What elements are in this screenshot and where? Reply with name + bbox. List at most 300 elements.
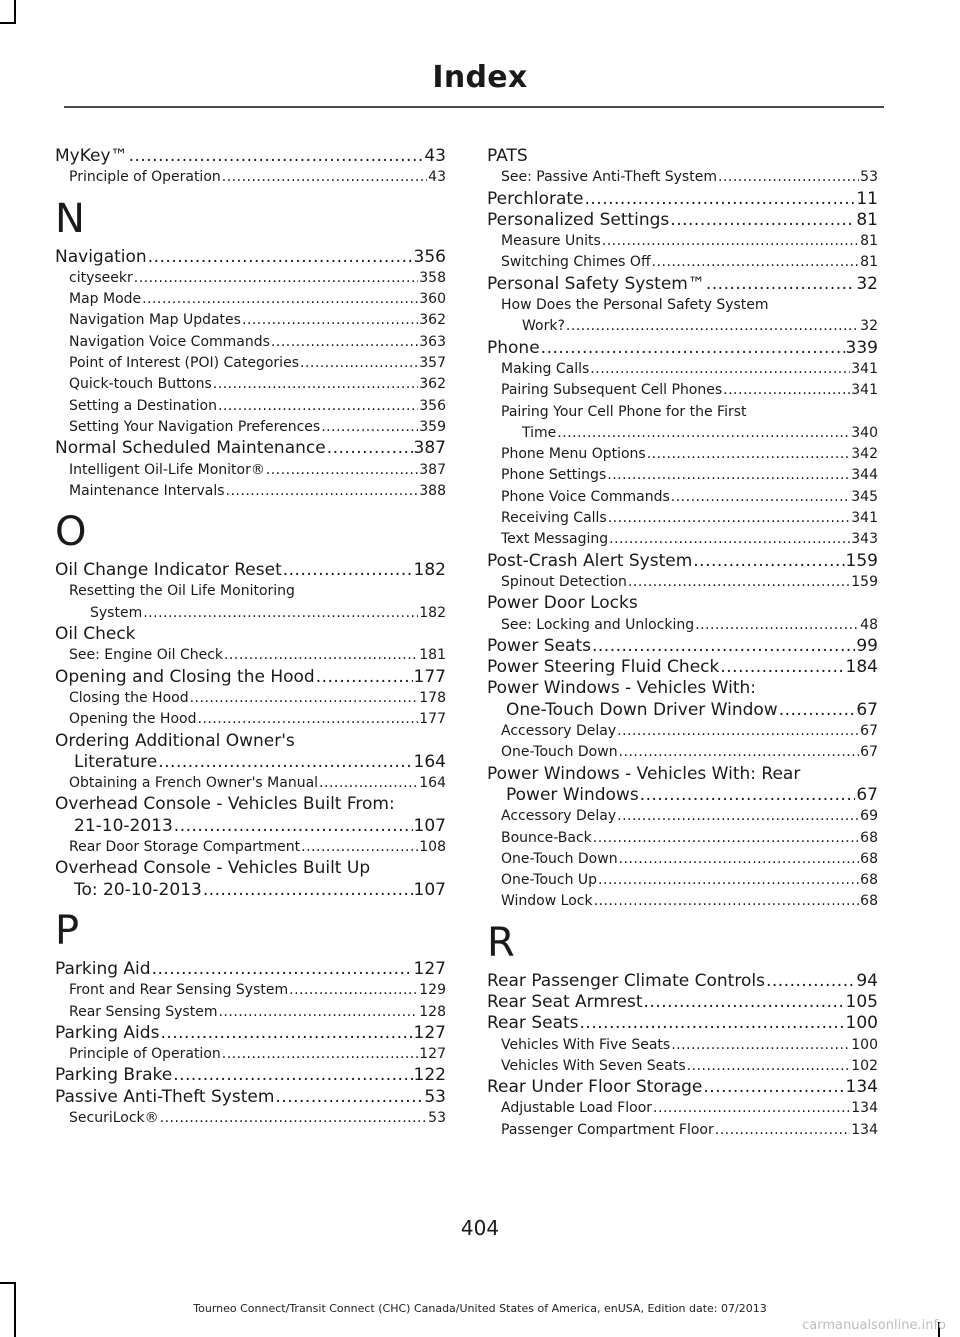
entry-term: Window Lock	[501, 893, 593, 910]
entry-page-number: 341	[851, 382, 878, 399]
entry-term: Opening the Hood	[69, 711, 197, 728]
entry-term: Pairing Subsequent Cell Phones	[501, 382, 723, 399]
index-subentry: How Does the Personal Safety System	[501, 297, 769, 314]
entry-page-number: 387	[413, 438, 446, 459]
index-subentry	[487, 891, 878, 912]
entry-page-number: 108	[419, 839, 446, 856]
index-entry: Power Windows - Vehicles With:	[487, 678, 757, 699]
entry-page-number: 32	[856, 273, 878, 294]
dot-leader	[321, 417, 418, 438]
index-subentry	[487, 828, 878, 849]
entry-page-number: 53	[428, 1109, 446, 1126]
dot-leader	[222, 167, 427, 188]
index-entry	[55, 880, 446, 901]
dot-leader	[608, 508, 851, 529]
index-subentry	[55, 310, 446, 331]
index-entry	[55, 667, 446, 688]
entry-term: Maintenance Intervals	[69, 482, 225, 499]
dot-leader	[653, 1098, 850, 1119]
index-entry	[487, 992, 878, 1013]
index-entry	[487, 1077, 878, 1098]
entry-page-number: 359	[419, 418, 446, 435]
entry-term: Rear Seats	[487, 1013, 579, 1034]
entry-page-number: 127	[413, 958, 446, 979]
entry-term: Map Mode	[69, 291, 142, 308]
dot-leader	[703, 1077, 844, 1098]
index-entry	[487, 971, 878, 992]
dot-leader	[598, 870, 859, 891]
entry-term: Navigation	[55, 246, 147, 267]
entry-term: Text Messaging	[501, 531, 609, 548]
dot-leader	[671, 487, 850, 508]
entry-page-number: 100	[845, 1013, 878, 1034]
section-letter: R	[487, 919, 515, 966]
dot-leader	[174, 816, 413, 837]
crop-mark-top-left-v	[14, 0, 16, 24]
entry-term: Perchlorate	[487, 188, 584, 209]
index-subentry: Resetting the Oil Life Monitoring	[69, 583, 295, 600]
dot-leader	[134, 268, 419, 289]
index-subentry	[55, 289, 446, 310]
dot-leader	[129, 146, 424, 167]
index-entry: PATS	[487, 146, 528, 166]
entry-term: One-Touch Up	[501, 872, 598, 889]
entry-term: Time	[522, 424, 557, 441]
dot-leader	[271, 332, 418, 353]
dot-leader	[619, 742, 860, 763]
dot-leader	[327, 438, 413, 459]
entry-term: Post-Crash Alert System	[487, 550, 693, 571]
entry-term: Work?	[522, 318, 565, 335]
entry-term: Switching Chimes Off	[501, 254, 651, 271]
entry-term: Power Seats	[487, 635, 591, 656]
entry-page-number: 358	[419, 269, 446, 286]
index-entry: Ordering Additional Owner's	[55, 730, 295, 751]
entry-term: Point of Interest (POI) Categories	[69, 355, 299, 372]
entry-term: Rear Passenger Climate Controls	[487, 970, 765, 991]
dot-leader	[723, 380, 850, 401]
entry-term: Power Windows	[506, 784, 639, 805]
entry-term: Oil Change Indicator Reset	[55, 560, 282, 581]
index-subentry	[487, 423, 878, 444]
index-subentry	[55, 481, 446, 502]
footer-edition: Tourneo Connect/Transit Connect (CHC) Canada/United States of America, enUSA, Edition date: 07/2013	[193, 1302, 767, 1315]
dot-leader	[695, 615, 859, 636]
dot-leader	[218, 396, 418, 417]
dot-leader	[766, 971, 855, 992]
entry-page-number: 107	[413, 815, 446, 836]
dot-leader	[143, 603, 418, 624]
dot-leader	[647, 444, 851, 465]
dot-leader	[289, 980, 418, 1001]
entry-term: Phone Menu Options	[501, 446, 646, 463]
entry-page-number: 164	[413, 751, 446, 772]
dot-leader	[242, 310, 418, 331]
entry-page-number: 127	[419, 1046, 446, 1063]
entry-page-number: 129	[419, 982, 446, 999]
index-subentry	[55, 1108, 446, 1129]
entry-term: Obtaining a French Owner's Manual	[69, 775, 319, 792]
dot-leader	[715, 1120, 851, 1141]
entry-term: Quick-touch Buttons	[69, 376, 212, 393]
index-entry	[487, 1013, 878, 1034]
entry-term: Bounce-Back	[501, 829, 592, 846]
index-entry: Overhead Console - Vehicles Built From:	[55, 794, 395, 815]
entry-term: Closing the Hood	[69, 689, 189, 706]
dot-leader	[197, 709, 418, 730]
index-subentry	[487, 316, 878, 337]
entry-term: Rear Door Storage Compartment	[69, 839, 301, 856]
entry-page-number: 159	[845, 550, 878, 571]
entry-page-number: 159	[851, 573, 878, 590]
index-column-left	[55, 146, 446, 1129]
index-subentry	[55, 396, 446, 417]
entry-page-number: 67	[856, 699, 878, 720]
dot-leader	[160, 1023, 412, 1044]
dot-leader	[580, 1013, 845, 1034]
header-rule	[64, 106, 884, 108]
entry-term: Spinout Detection	[501, 573, 627, 590]
dot-leader	[585, 189, 856, 210]
dot-leader	[142, 289, 418, 310]
entry-term: Receiving Calls	[501, 510, 607, 527]
entry-term: One-Touch Down	[501, 744, 618, 761]
index-subentry	[55, 980, 446, 1001]
index-subentry	[55, 603, 446, 624]
entry-page-number: 362	[419, 312, 446, 329]
entry-page-number: 53	[860, 169, 878, 186]
index-subentry	[487, 252, 878, 273]
index-entry: Power Door Locks	[487, 593, 638, 614]
crop-mark-top-left-h	[0, 22, 16, 24]
index-subentry	[487, 742, 878, 763]
entry-term: Personalized Settings	[487, 209, 670, 230]
entry-term: See: Engine Oil Check	[69, 647, 224, 664]
entry-page-number: 69	[860, 808, 878, 825]
entry-term: Rear Seat Armrest	[487, 991, 643, 1012]
entry-page-number: 67	[860, 723, 878, 740]
index-subentry	[55, 1044, 446, 1065]
index-subentry	[487, 1056, 878, 1077]
entry-page-number: 99	[856, 635, 878, 656]
dot-leader	[152, 959, 413, 980]
entry-page-number: 102	[851, 1057, 878, 1074]
index-subentry	[55, 645, 446, 666]
dot-leader	[316, 667, 413, 688]
entry-term: Navigation Voice Commands	[69, 333, 270, 350]
index-subentry	[487, 572, 878, 593]
entry-page-number: 388	[419, 482, 446, 499]
index-subentry	[487, 1098, 878, 1119]
dot-leader	[617, 806, 859, 827]
entry-term: Principle of Operation	[69, 1046, 221, 1063]
entry-term: Parking Aid	[55, 958, 151, 979]
entry-page-number: 177	[419, 711, 446, 728]
dot-leader	[609, 529, 850, 550]
entry-page-number: 356	[419, 397, 446, 414]
index-subentry	[487, 849, 878, 870]
dot-leader	[718, 167, 859, 188]
entry-page-number: 182	[413, 560, 446, 581]
index-subentry	[55, 773, 446, 794]
index-entry	[487, 189, 878, 210]
entry-term: To: 20-10-2013	[74, 879, 202, 900]
index-subentry	[55, 268, 446, 289]
index-entry: Power Windows - Vehicles With: Rear	[487, 763, 801, 784]
entry-term: SecuriLock®	[69, 1109, 159, 1126]
entry-page-number: 68	[860, 829, 878, 846]
entry-page-number: 357	[419, 355, 446, 372]
entry-page-number: 43	[428, 169, 446, 186]
dot-leader	[222, 1044, 419, 1065]
entry-page-number: 134	[851, 1121, 878, 1138]
index-subentry	[55, 460, 446, 481]
dot-leader	[300, 353, 418, 374]
dot-leader	[693, 551, 844, 572]
entry-page-number: 128	[419, 1003, 446, 1020]
index-entry	[487, 700, 878, 721]
dot-leader	[640, 785, 856, 806]
entry-page-number: 11	[856, 188, 878, 209]
entry-page-number: 48	[860, 616, 878, 633]
crop-mark-bottom-left-h	[0, 1282, 16, 1284]
entry-page-number: 182	[419, 604, 446, 621]
index-subentry	[487, 1120, 878, 1141]
index-entry	[487, 657, 878, 678]
entry-page-number: 344	[851, 467, 878, 484]
section-letter: N	[55, 195, 85, 242]
dot-leader	[203, 880, 413, 901]
entry-page-number: 94	[856, 970, 878, 991]
index-entry	[55, 816, 446, 837]
entry-term: Intelligent Oil-Life Monitor®	[69, 461, 265, 478]
entry-term: Literature	[74, 751, 158, 772]
entry-page-number: 360	[419, 291, 446, 308]
entry-page-number: 340	[851, 424, 878, 441]
entry-term: Navigation Map Updates	[69, 312, 241, 329]
dot-leader	[619, 849, 860, 870]
index-subentry	[487, 615, 878, 636]
entry-page-number: 81	[860, 254, 878, 271]
entry-term: Opening and Closing the Hood	[55, 666, 315, 687]
index-subentry	[487, 508, 878, 529]
watermark: carmanualsonline.info	[802, 1318, 946, 1333]
entry-term: Front and Rear Sensing System	[69, 982, 289, 999]
entry-term: Adjustable Load Floor	[501, 1100, 653, 1117]
dot-leader	[301, 837, 418, 858]
entry-page-number: 100	[851, 1036, 878, 1053]
dot-leader	[628, 572, 850, 593]
entry-term: Accessory Delay	[501, 808, 617, 825]
dot-leader	[592, 636, 855, 657]
dot-leader	[602, 231, 859, 252]
entry-term: Power Steering Fluid Check	[487, 657, 720, 678]
entry-page-number: 181	[419, 647, 446, 664]
index-subentry	[55, 709, 446, 730]
index-subentry	[487, 529, 878, 550]
index-subentry	[55, 374, 446, 395]
dot-leader	[652, 252, 860, 273]
entry-page-number: 67	[856, 784, 878, 805]
entry-page-number: 341	[851, 510, 878, 527]
dot-leader	[213, 374, 418, 395]
index-entry	[487, 210, 878, 231]
index-subentry	[487, 870, 878, 891]
entry-page-number: 68	[860, 872, 878, 889]
entry-page-number: 68	[860, 893, 878, 910]
index-column-right	[487, 146, 878, 1141]
entry-page-number: 363	[419, 333, 446, 350]
page-title: Index	[432, 60, 528, 95]
entry-term: Normal Scheduled Maintenance	[55, 438, 326, 459]
index-entry	[487, 274, 878, 295]
entry-page-number: 362	[419, 376, 446, 393]
dot-leader	[557, 423, 850, 444]
index-subentry	[487, 231, 878, 252]
dot-leader	[644, 992, 845, 1013]
entry-page-number: 32	[860, 318, 878, 335]
entry-term: Rear Under Floor Storage	[487, 1077, 703, 1098]
dot-leader	[720, 657, 844, 678]
entry-term: Parking Aids	[55, 1022, 160, 1043]
dot-leader	[173, 1065, 412, 1086]
entry-term: cityseekr	[69, 269, 133, 286]
index-entry	[55, 1087, 446, 1108]
dot-leader	[687, 1056, 851, 1077]
index-subentry	[487, 380, 878, 401]
index-subentry	[487, 721, 878, 742]
index-subentry	[487, 444, 878, 465]
entry-term: Setting Your Navigation Preferences	[69, 418, 321, 435]
index-entry	[55, 752, 446, 773]
entry-page-number: 68	[860, 850, 878, 867]
entry-page-number: 105	[845, 991, 878, 1012]
index-subentry	[55, 1002, 446, 1023]
index-subentry	[55, 332, 446, 353]
entry-page-number: 356	[413, 246, 446, 267]
index-subentry	[55, 688, 446, 709]
index-subentry	[487, 465, 878, 486]
entry-term: Personal Safety System™	[487, 273, 705, 294]
section-letter: O	[55, 509, 87, 556]
dot-leader	[607, 465, 850, 486]
entry-page-number: 342	[851, 446, 878, 463]
entry-page-number: 164	[419, 775, 446, 792]
entry-page-number: 43	[424, 146, 446, 166]
entry-page-number: 81	[856, 209, 878, 230]
index-subentry	[55, 353, 446, 374]
index-entry	[487, 551, 878, 572]
entry-page-number: 107	[413, 879, 446, 900]
entry-term: 21-10-2013	[74, 815, 173, 836]
entry-term: Passive Anti-Theft System	[55, 1086, 275, 1107]
dot-leader	[590, 359, 850, 380]
entry-page-number: 134	[851, 1100, 878, 1117]
index-entry	[55, 959, 446, 980]
dot-leader	[779, 700, 856, 721]
section-letter: P	[55, 907, 80, 954]
entry-term: Setting a Destination	[69, 397, 217, 414]
page-number: 404	[460, 1216, 500, 1240]
index-subentry	[487, 359, 878, 380]
entry-page-number: 67	[860, 744, 878, 761]
entry-term: MyKey™	[55, 146, 128, 166]
index-entry	[55, 146, 446, 167]
dot-leader	[218, 1002, 418, 1023]
dot-leader	[160, 1108, 428, 1129]
dot-leader	[594, 891, 860, 912]
entry-term: Accessory Delay	[501, 723, 617, 740]
entry-term: Phone Settings	[501, 467, 607, 484]
entry-term: Principle of Operation	[69, 169, 221, 186]
entry-page-number: 184	[845, 657, 878, 678]
index-subentry	[55, 837, 446, 858]
entry-term: Making Calls	[501, 360, 590, 377]
entry-page-number: 178	[419, 689, 446, 706]
dot-leader	[266, 460, 418, 481]
dot-leader	[593, 828, 859, 849]
entry-term: Measure Units	[501, 233, 601, 250]
index-entry	[55, 247, 446, 268]
dot-leader	[275, 1087, 423, 1108]
entry-page-number: 177	[413, 666, 446, 687]
index-subentry	[55, 417, 446, 438]
dot-leader	[541, 338, 845, 359]
entry-term: See: Locking and Unlocking	[501, 616, 695, 633]
entry-page-number: 122	[413, 1065, 446, 1086]
entry-term: Vehicles With Five Seats	[501, 1036, 671, 1053]
entry-page-number: 81	[860, 233, 878, 250]
entry-term: One-Touch Down Driver Window	[506, 699, 778, 720]
entry-page-number: 387	[419, 461, 446, 478]
index-entry	[487, 785, 878, 806]
index-entry	[487, 636, 878, 657]
dot-leader	[706, 274, 856, 295]
index-subentry	[55, 167, 446, 188]
index-entry	[55, 1065, 446, 1086]
entry-term: Phone	[487, 337, 540, 358]
entry-term: System	[90, 604, 143, 621]
index-entry	[55, 438, 446, 459]
dot-leader	[283, 560, 413, 581]
entry-page-number: 339	[845, 337, 878, 358]
dot-leader	[617, 721, 859, 742]
entry-term: See: Passive Anti-Theft System	[501, 169, 717, 186]
entry-page-number: 343	[851, 531, 878, 548]
entry-term: Phone Voice Commands	[501, 488, 670, 505]
index-subentry	[487, 167, 878, 188]
entry-page-number: 345	[851, 488, 878, 505]
index-subentry	[487, 487, 878, 508]
index-subentry: Pairing Your Cell Phone for the First	[501, 403, 747, 420]
dot-leader	[226, 481, 419, 502]
dot-leader	[671, 1035, 850, 1056]
dot-leader	[319, 773, 418, 794]
index-subentry	[487, 1035, 878, 1056]
entry-term: One-Touch Down	[501, 850, 618, 867]
dot-leader	[566, 316, 859, 337]
index-entry	[55, 1023, 446, 1044]
entry-page-number: 53	[424, 1086, 446, 1107]
entry-page-number: 134	[845, 1077, 878, 1098]
dot-leader	[158, 752, 412, 773]
dot-leader	[148, 247, 413, 268]
index-subentry	[487, 806, 878, 827]
index-entry: Overhead Console - Vehicles Built Up	[55, 858, 371, 879]
dot-leader	[190, 688, 419, 709]
entry-term: Passenger Compartment Floor	[501, 1121, 714, 1138]
dot-leader	[670, 210, 855, 231]
